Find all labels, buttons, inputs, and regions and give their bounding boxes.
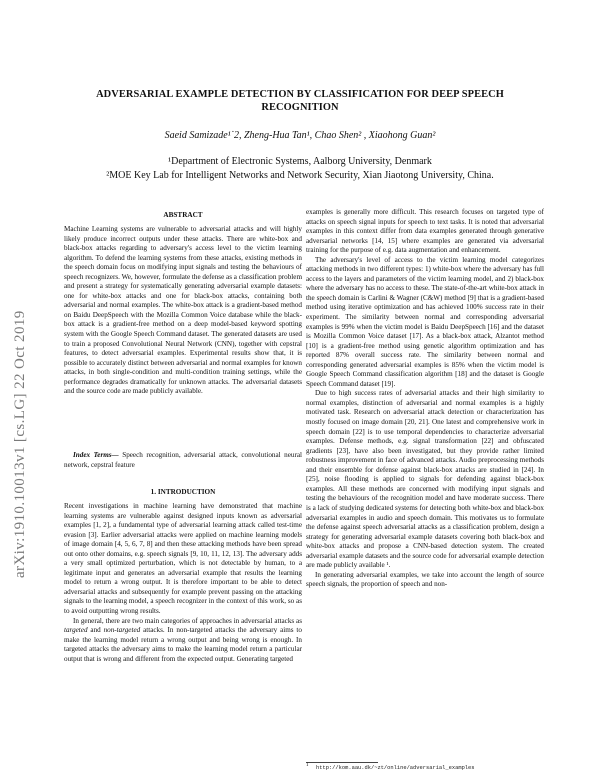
intro-p2-part-b: and	[87, 626, 104, 635]
right-paragraph-2: The adversary's level of access to the victim learning model categorizes attacking methods in two different types: 1) white-box where the adversary has full access to the layers and parameters of the victim learning model, and 2) black-box where the adversary has no access to these. The state-of-the-art white-box attack in the speech domain is Carlini & Wagner (C&W) method [9] that is a gradient-based method using iterative optimization and has achieved 100% success rate in their experiment. The similarity between normal and corresponding adversarial examples is 99% when the victim model is Baidu DeepSpeech [16] and the dataset is Mozilla Common Voice dataset [17]. As a black-box attack, Alzantot method [10] is a gradient-free method using genetic algorithm optimization and has reported 87% overall success rate. The similarity between normal and corresponding generated adversarial examples is 85% when the victim model is Google Speech Command classification algorithm [18] and the dataset is Google Speech Command dataset [19].	[306, 255, 544, 388]
footnote-url[interactable]: http://kom.aau.dk/~zt/online/adversarial_examples	[316, 765, 475, 771]
author-list: Saeid Samizade¹˙2, Zheng-Hua Tan¹, Chao Shen² , Xiaohong Guan²	[164, 130, 436, 141]
right-paragraph-4: In generating adversarial examples, we take into account the length of source speech signals, the proportion of speech and non-	[306, 570, 544, 589]
right-paragraph-3: Due to high success rates of adversarial attacks and their high similarity to normal examples, distinction of adversarial and normal examples is a highly motivated task. Research on adversarial attack detection or characterization has mostly focused on image domain [20, 21]. One latest and comprehensive work in speech domain [22] is to use temporal dependencies to characterize adversarial examples. Defense methods, e.g. signal transformation [22] and obfuscated gradients [23], have also been investigated, but they provide rather limited robustness improvement in face of advanced attacks. Audio preprocessing methods and their ensemble for defense against black-box attacks are studied in [24]. In [25], noise flooding is applied to signals for defending against black-box examples. All these methods are concerned with modifying input signals and testing the behaviours of the recognition model and have moderate success. There is a lack of studying dedicated systems for detecting both white-box and black-box adversarial examples in audio and speech domain. This motivates us to formulate the defense against speech adversarial attacks as a classification problem, design a strategy for generating adversarial example datasets covering both black-box and white-box attacks and propose a CNN-based detection system. The created adversarial example datasets and the source code for adversarial example detection are made publicly available ¹.	[306, 389, 544, 570]
affiliation-1: ¹Department of Electronic Systems, Aalborg University, Denmark	[168, 156, 432, 167]
index-terms-text: Speech recognition, adversarial attack, convolutional neural network, cepstral feature	[64, 451, 302, 469]
right-paragraph-1: examples is generally more difficult. This research focuses on targeted type of attacks on speech signal inputs for speech to text tasks. It is noted that adversarial examples in this context differ from data examples generated through generative adversarial networks [14, 15] where examples are generated via adversarial training for the purpose of e.g. data augmentation and enhancement.	[306, 208, 544, 255]
intro-paragraph-2	[64, 617, 302, 665]
term-non-targeted: non-targeted	[103, 626, 141, 635]
intro-paragraph-1: Recent investigations in machine learning have demonstrated that machine learning systems are vulnerable against designed inputs known as adversarial examples [1, 2], a fundamental type of adversarial learning attack called test-time evasion [3]. Earlier adversarial attacks were applied on machine learning models of image domain [4, 5, 6, 7, 8] and then these attacking methods have been spread out onto other domains, e.g. speech signals [9, 10, 11, 12, 13]. The adversary adds a very small optimized perturbation, which is not detectable by human, to a legitimate input and generates an adversarial example that results the learning model to return a wrong output. It is therefore important to be able to detect adversarial attacks and subsequently for example prevent passing on the attacking signals to the learning model, a speech recognizer in the context of this work, so as to avoid outputting wrong results.	[64, 502, 302, 616]
intro-left-column	[64, 502, 302, 664]
abstract-heading: ABSTRACT	[163, 211, 203, 219]
term-targeted: targeted	[64, 626, 88, 635]
title-line-2: RECOGNITION	[261, 102, 339, 113]
intro-p2-part-a: In general, there are two main categories of approaches in adversarial attacks as	[73, 616, 302, 625]
footnote-rule	[306, 762, 378, 763]
index-terms-label: Index Terms—	[73, 451, 119, 459]
intro-heading: 1. INTRODUCTION	[150, 488, 216, 496]
footnote-mark: 1	[306, 763, 309, 768]
paper-title	[60, 88, 540, 114]
title-line-1: ADVERSARIAL EXAMPLE DETECTION BY CLASSIFICATION FOR DEEP SPEECH	[96, 89, 504, 100]
index-terms	[64, 451, 302, 470]
right-column	[306, 208, 544, 590]
abstract-body	[64, 225, 302, 397]
abstract-text: Machine Learning systems are vulnerable to adversarial attacks and will highly likely produce incorrect outputs under these attacks. There are white-box and black-box attacks regarding to adversary's access level to the victim learning algorithm. To defend the learning systems from these attacks, existing methods in the speech domain focus on modifying input signals and testing the behaviours of speech recognizers. We, however, formulate the defense as a classification problem and present a strategy for systematically generating adversarial example datasets: one for white-box attacks and one for black-box attacks, containing both adversarial and normal examples. The white-box attack is a gradient-based method on Baidu DeepSpeech with the Mozilla Common Voice database while the black-box attack is a gradient-free method on a deep model-based keyword spotting system with the Google Speech Command dataset. The generated datasets are used to train a proposed Convolutional Neural Network (CNN), together with cepstral features, to detect adversarial examples. Experimental results show that, it is possible to accurately distinct between adversarial and normal examples for known attacks, in both single-condition and multi-condition training settings, while the performance degrades dramatically for unknown attacks. The adversarial datasets and the source code are made publicly available.	[64, 225, 302, 396]
intro-p2-part-c: attacks. In non-targeted attacks the adversary aims to make the learning model return a wrong output and being wrong is enough. In targeted attacks the adversary aims to make the learning model return a particular output that is wrong and different from the expected output. Generating targeted	[64, 626, 302, 663]
arxiv-stamp: arXiv:1910.10013v1 [cs.LG] 22 Oct 2019	[12, 310, 28, 578]
affiliation-2: ²MOE Key Lab for Intelligent Networks and Network Security, Xian Jiaotong University, China.	[106, 170, 494, 181]
